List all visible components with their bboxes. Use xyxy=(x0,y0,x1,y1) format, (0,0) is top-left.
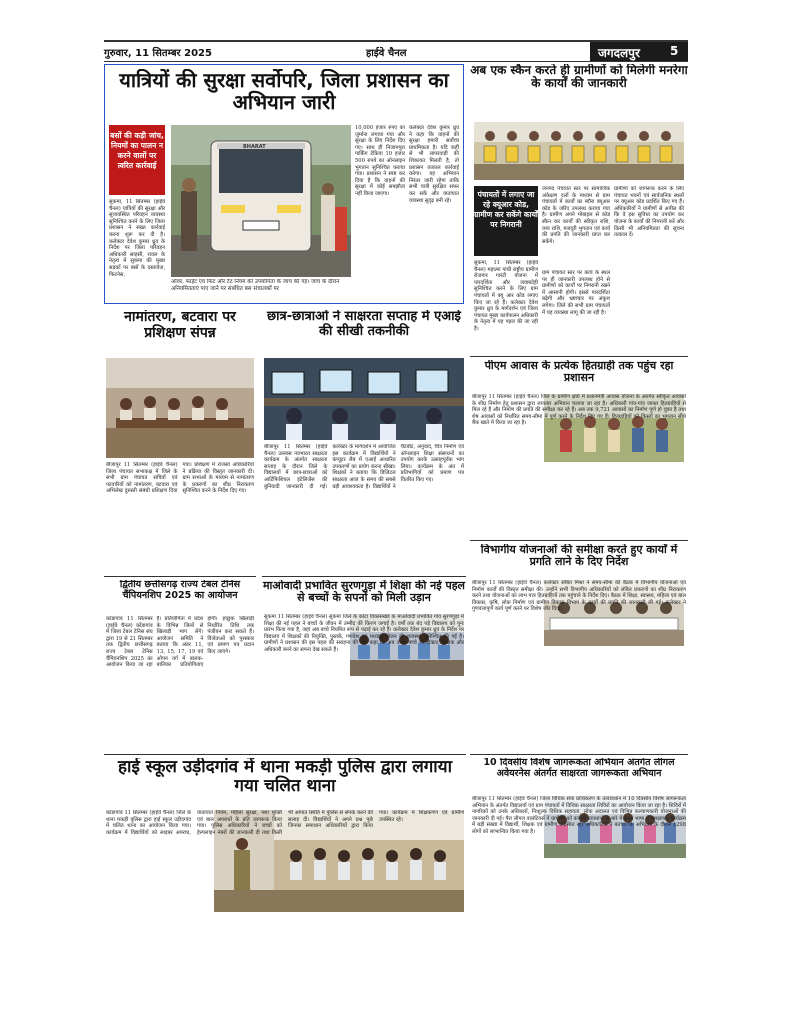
edition-city: जगदलपुर xyxy=(598,46,640,60)
vibhagiya-body: बीजापुर 11 सितम्बर (हाईवे चैनल) कलेक्टर संबित मिश्रा ने समय-सीमा की बैठक में विभागीय योजनाओं एवं निर्माण कार्यों की विस्तृत समीक्षा की। उन्होंने सभी विभागीय अधिकारियों को लंबित प्रकरणों का शीघ्र निराकरण करने तथा योजनाओं का लाभ पात्र हितग्राहियों तक पहुंचाने के निर्देश दिए। बैठक में शिक्षा, स्वास्थ्य, महिला एवं बाल विकास, कृषि, लोक निर्माण एवं ग्रामीण विकास विभाग के कार्यों की प्रगति की जानकारी ली गई। कलेक्टर ने गुणवत्तापूर्ण कार्य पूर्ण करने पर विशेष जोर दिया। xyxy=(472,580,686,613)
suranguda-body: सुकमा 11 सितम्बर (हाईवे चैनल) सुकमा जिले के कोंटा विकासखंड के माओवादी प्रभावित गांव सुरणगुड़ा में शिक्षा की नई पहल ने बच्चों के जीवन में उम्मीद की किरण जगाई है। वर्षों तक बंद पड़े विद्यालय को पुनः प्रारंभ किया गया है, जहां अब बच्चे नियमित रूप से पढ़ाई कर रहे हैं। कलेक्टर देवेश कुमार ध्रुव के निर्देश पर विद्यालय में शिक्षकों की नियुक्ति, पुस्तकें, गणवेश एवं मध्याह्न भोजन की व्यवस्था सुनिश्चित की गई है। ग्रामीणों ने प्रशासन की इस पहल की सराहना की और कहा कि अब उनके बच्चे भी डॉक्टर, शिक्षक और अधिकारी बनने का सपना देख सकते हैं। xyxy=(264,614,464,653)
manrega-body-1: सुकमा, 11 सितम्बर (हाईवे चैनल) महात्मा गांधी राष्ट्रीय ग्रामीण रोजगार गारंटी योजना में पारदर्शिता और जवाबदेही सुनिश्चित करने के लिए ग्राम पंचायतों में क्यू आर कोड लगाए किए जा रहे हैं। कलेक्टर देवेश कुमार ध्रुव के मार्गदर्शन एवं जिला पंचायत मुख्य कार्यपालन अधिकारी के नेतृत्व में यह पहल की जा रही है। xyxy=(474,260,538,332)
issue-date: गुरुवार, 11 सितम्बर 2025 xyxy=(104,48,212,59)
page-number: 5 xyxy=(670,44,679,58)
saksharta-abhiyan-headline: 10 दिवसीय विशेष जागरूकता अभियान अंतर्गत लीगल अवेयरनेस अंतर्गत साक्षरता जागरूकता अभियान xyxy=(483,758,675,779)
safety-photo-caption: ओवर, फाईट एवं फिट और टैट नियम की उपयोगिता के जांच की गई। जांच के दौरान अनियमितताएं पाए जाने पर संबंधित बस संचालकों पर xyxy=(171,279,340,292)
suranguda-article xyxy=(262,576,466,748)
villagers-qr-photo xyxy=(474,122,684,180)
thana-top-rule xyxy=(104,754,466,755)
ai-saksharta-article xyxy=(262,310,466,570)
bus-nameplate: BHARAT xyxy=(243,144,266,150)
safety-body-3: कलेक्टर देवेश कुमार ध्रुव ने कहा कि वाहनों की सुरक्षा हमारी सर्वोच्च प्राथमिकता है। यदि कहीं से भी लापरवाही की शिकायत मिलती है, तो प्रशासन तत्काल कार्रवाई करेगा। यह अभियान निरंतर जारी रहेगा ताकि सभी यात्री सुरक्षित सफर कर सकें और यातायात व्यवस्था सुदृढ़ बनी रहे। xyxy=(409,125,459,204)
pm-awas-headline: पीएम आवास के प्रत्येक हितग्राही तक पहुंच रहा प्रशासन xyxy=(484,360,674,385)
manrega-photo xyxy=(474,122,684,180)
ai-saksharta-photo xyxy=(264,358,464,440)
ai-saksharta-body: बीजापुर 11 सितम्बर (हाईवे चैनल) उल्लास नवभारत साक्षरता कार्यक्रम के अंतर्गत साक्षरता सप्ताह के दौरान जिले के विद्यालयों में छात्र-छात्राओं को आर्टिफिशियल इंटेलिजेंस की बुनियादी जानकारी दी गई। कलेक्टर के मार्गदर्शन में आयोजित इस कार्यक्रम में विद्यार्थियों ने कंप्यूटर लैब में एआई आधारित उपकरणों का प्रयोग करना सीखा। शिक्षकों ने बताया कि डिजिटल साक्षरता आज के समय की सबसे बड़ी आवश्यकता है। विद्यार्थियों ने चैटबॉट, अनुवाद, चित्र निर्माण एवं ऑनलाइन शिक्षा संसाधनों का उपयोग करके उत्साहपूर्वक भाग लिया। कार्यक्रम के अंत में प्रतिभागियों को प्रमाण पत्र वितरित किए गए। xyxy=(264,444,464,490)
safety-body-1: सुकमा, 11 सितम्बर (हाईवे चैनल) यात्रियों की सुरक्षा और सुव्यवस्थित परिवहन व्यवस्था सुनिश्चित करने के लिए जिला प्रशासन ने सख्त कार्रवाई करना शुरू कर दी है। कलेक्टर देवेश कुमार ध्रुव के निर्देश पर जिला परिवहन अधिकारी साहसी, रावल के नेतृत्व में सुकमा की मुख्य सड़कों पर बसों के दस्तावेज, फिटनेस, xyxy=(109,199,165,278)
naamantaran-photo xyxy=(106,358,254,458)
safety-article xyxy=(104,64,464,304)
saksharta-abhiyan-top-rule xyxy=(470,754,688,755)
manrega-body-3: ग्राम पंचायत स्तर पर कार्य के स्थल पर ही जानकारी उपलब्ध होने से ग्रामीणों को कार्यों पर निगरानी रखने में आसानी होगी। इससे पारदर्शिता बढ़ेगी और भ्रष्टाचार पर अंकुश लगेगा। जिले की सभी ग्राम पंचायतों में यह व्यवस्था लागू की जा रही है। xyxy=(542,270,610,316)
manrega-article xyxy=(470,64,688,352)
manrega-headline: अब एक स्कैन करते ही ग्रामीणों को मिलेगी मनरेगा के कार्यों की जानकारी xyxy=(470,64,688,91)
saksharta-abhiyan-body: बीजापुर 11 सितम्बर (हाईवे चैनल) जिला विधिक सेवा प्राधिकरण के तत्वावधान में 10 दिवसीय विशेष जागरूकता अभियान के अंतर्गत विद्यालयों एवं ग्राम पंचायतों में विधिक साक्षरता शिविरों का आयोजन किया जा रहा है। शिविरों में नागरिकों को उनके अधिकारों, निःशुल्क विधिक सहायता, लोक अदालत एवं विभिन्न कल्याणकारी योजनाओं की जानकारी दी गई। पैरा लीगल वालंटियर्स ने ग्रामीणों को कानूनी प्रावधानों के बारे में सरल भाषा में समझाया। कार्यक्रम में बड़ी संख्या में विद्यार्थी, शिक्षक एवं ग्रामीण उपस्थित रहे। अधिकारियों ने बताया कि अभियान के दौरान 1298 लोगों को लाभान्वित किया गया है। xyxy=(472,796,686,835)
vibhagiya-headline: विभागीय योजनाओं की समीक्षा करते हुए कार्यों में प्रगति लाने के दिए निर्देश xyxy=(480,544,678,569)
safety-side-deck: बसों की कड़ी जांच, नियमों का पालन न करने वालों पर त्वरित कार्रवाई xyxy=(109,125,165,195)
safety-headline: यात्रियों की सुरक्षा सर्वोपरि, जिला प्रशासन का अभियान जारी xyxy=(119,69,449,115)
ai-saksharta-headline: छात्र-छात्राओं ने साक्षरता सप्ताह में एआई की सीखी तकनीकी xyxy=(267,310,461,339)
vibhagiya-article xyxy=(470,540,688,748)
paper-name: हाईवे चैनल xyxy=(366,48,407,59)
naamantaran-article xyxy=(104,310,256,570)
suranguda-headline: माओवादी प्रभावित सुरणगुड़ा में शिक्षा की नई पहल से बच्चों के सपनों को मिली उड़ान xyxy=(262,580,466,605)
naamantaran-headline: नामांतरण, बटवारा पर प्रशिक्षण संपन्न xyxy=(124,310,236,341)
safety-photo xyxy=(171,125,351,277)
pm-awas-body: बीजापुर 11 सितम्बर (हाईवे चैनल) जिले के ग्रामीण क्षेत्रों में प्रधानमंत्री आवास योजना के अंतर्गत स्वीकृत आवासों के शीघ्र निर्माण हेतु प्रशासन द्वारा लगातार अभियान चलाया जा रहा है। अधिकारी गांव-गांव जाकर हितग्राहियों से मिल रहे हैं और निर्माण की प्रगति की समीक्षा कर रहे हैं। अब तक 9,721 आवासों का निर्माण पूर्ण हो चुका है तथा शेष आवासों को निर्धारित समय-सीमा में पूर्ण करने के निर्देश दिए गए हैं। हितग्राहियों को किस्तों का भुगतान सीधे बैंक खाते में किया जा रहा है। xyxy=(472,394,686,427)
masthead-bottom-rule xyxy=(104,61,688,62)
computer-lab-photo xyxy=(264,358,464,440)
tennis-body: कोंडागांव 11 सितम्बर (हाईवे चैनल) कोंडागांव में जिला टेबल टेनिस संघ द्वारा 19 से 21 सितम्बर तक द्वितीय छत्तीसगढ़ राज्य टेबल टेनिस चैंपियनशिप 2025 का आयोजन किया जा रहा है। प्रतियोगिता में प्रदेश के विभिन्न जिलों से खिलाड़ी भाग लेंगे। आयोजन समिति ने बताया कि अंडर 11, 13, 15, 17, 19 एवं ओपन वर्ग में बालक-बालिका प्रतियोगिताएं होंगी। इच्छुक खिलाड़ी निर्धारित तिथि तक पंजीयन करा सकते हैं। विजेताओं को पुरस्कार एवं प्रमाण पत्र प्रदान किए जाएंगे। xyxy=(106,616,254,669)
naamantaran-body: बीजापुर 11 सितम्बर (हाईवे चैनल) जिला पंचायत सभाकक्ष में जिले के सभी ग्राम पंचायत सचिवों एवं पटवारियों को नामांतरण, बटवारा एवं अभिलेख दुरुस्ती संबंधी प्रशिक्षण दिया गया। प्रशिक्षण में राजस्व अधिकारियों ने प्रक्रिया की विस्तृत जानकारी दी। ग्राम सभाओं के माध्यम से नामांतरण के प्रकरणों का शीघ्र निराकरण सुनिश्चित करने के निर्देश दिए गए। xyxy=(106,462,254,495)
masthead xyxy=(104,40,688,62)
tennis-headline: द्वितीय छत्तीसगढ़ राज्य टेबल टेनिस चैंपियनशिप 2025 का आयोजन xyxy=(119,580,241,601)
suranguda-top-rule xyxy=(262,576,466,577)
thana-article xyxy=(104,754,466,998)
pm-awas-article xyxy=(470,356,688,536)
pm-awas-top-rule xyxy=(470,356,688,357)
manrega-body-4: ग्रामीणों को जागरूक करने के लिए पंचायत भवनों एवं सार्वजनिक स्थलों पर क्यूआर कोड प्रदर्शित किए गए हैं। अधिकारियों ने ग्रामीणों से अपील की कि वे इस सुविधा का उपयोग कर योजना के कार्यों की निगरानी करें और किसी भी अनियमितता की सूचना तत्काल दें। xyxy=(614,186,684,239)
tennis-top-rule xyxy=(104,576,256,577)
thana-headline: हाई स्कूल उड़ीदगांव में थाना मकड़ी पुलिस द्वारा लगाया गया चलित थाना xyxy=(118,758,452,797)
manrega-body-2: जनपद पंचायत स्तर पर सामाजिक अंकेक्षण दलों के माध्यम से ग्राम पंचायतों में कार्यों का ब्यौरा क्यूआर कोड के जरिए उपलब्ध कराया गया है। ग्रामीण अपने मोबाइल से कोड स्कैन कर कार्यों की स्वीकृत राशि, व्यय राशि, मजदूरी भुगतान एवं कार्य की प्रगति की जानकारी प्राप्त कर सकेंगे। xyxy=(542,186,610,245)
safety-body-2: 10,000 हजार रुपए का जुर्माना लगाया गया और सुरक्षा के लिए निर्देश दिए गए। साथ ही निजामपुरा पार्किंग टेकिया 10 हजार 500 रुपये का ऑनलाइन भुगतान सुनिश्चित कराया गया। प्रशासन ने स्पष्ट कर दिया है कि वाहनों की सुरक्षा में कोई समझौता नहीं किया जाएगा। xyxy=(355,125,405,197)
tennis-article xyxy=(104,576,256,748)
thana-body: कोंडागांव 11 सितम्बर (हाईवे चैनल) जिले के थाना मकड़ी पुलिस द्वारा हाई स्कूल उड़ीदगांव में चलित थाना का आयोजन किया गया। कार्यक्रम में विद्यार्थियों को साइबर अपराध, यातायात नियम, महिला सुरक्षा, नशा मुक्ति एवं बाल अपराधों के प्रति जागरूक किया गया। पुलिस अधिकारियों ने बच्चों को हेल्पलाइन नंबरों की जानकारी दी तथा किसी भी आपात स्थिति में पुलिस से संपर्क करने की सलाह दी। विद्यार्थियों ने अपने प्रश्न पूछे जिनका समाधान अधिकारियों द्वारा किया गया। कार्यक्रम में शिक्षकगण एवं ग्रामीण उपस्थित रहे। xyxy=(106,810,464,836)
saksharta-abhiyan-article xyxy=(470,754,688,998)
training-hall-photo xyxy=(106,358,254,458)
vibhagiya-top-rule xyxy=(470,540,688,541)
manrega-deck: पंचायतों में लगाए जा रहे क्यूआर कोड, ग्रामीण कर सकेंगे कार्यों पर निगरानी xyxy=(474,186,538,256)
